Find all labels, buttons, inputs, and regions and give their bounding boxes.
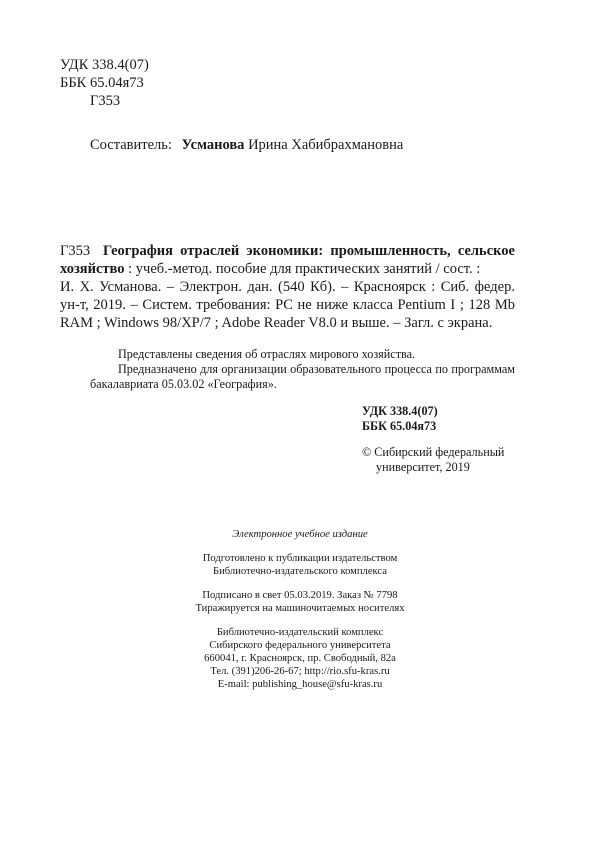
bib-line2 <box>60 260 515 278</box>
copyright-line2: университет, 2019 <box>376 460 470 474</box>
bbk-code: ББК 65.04я73 <box>60 75 144 91</box>
publisher-line2: Сибирского федерального университета <box>209 640 391 651</box>
compiler-label: Составитель: <box>90 137 172 153</box>
bib-title-line1: География отраслей экономики: промышленность, сельское <box>103 243 515 259</box>
email-line: E-mail: publishing_house@sfu-kras.ru <box>217 679 383 690</box>
bib-line2-rest: : учеб.-метод. пособие для практических занятий / сост. : <box>124 261 481 277</box>
bib-line5: RAM ; Windows 98/XP/7 ; Adobe Reader V8.0 и выше. – Загл. с экрана. <box>60 315 493 331</box>
compiler-surname: Усманова <box>181 137 245 153</box>
bib-line4: ун-т, 2019. – Систем. требования: PC не ниже класса Pentium I ; 128 Mb <box>60 297 515 313</box>
edition-type: Электронное учебное издание <box>232 529 368 540</box>
bbk-code-right: ББК 65.04я73 <box>362 419 437 433</box>
compiler-line <box>90 136 403 154</box>
replicated-line: Тиражируется на машиночитаемых носителях <box>195 603 405 614</box>
annotation-line3: бакалавриата 05.03.02 «География». <box>90 377 277 391</box>
address-line: 660041, г. Красноярск, пр. Свободный, 82а <box>204 653 396 664</box>
copyright-line1: © Сибирский федеральный <box>362 445 505 459</box>
udk-code-right: УДК 338.4(07) <box>362 404 438 418</box>
author-mark: Г353 <box>90 93 121 109</box>
publisher-line1: Библиотечно-издательский комплекс <box>216 627 384 638</box>
signed-line: Подписано в свет 05.03.2019. Заказ № 7798 <box>202 590 398 601</box>
annotation-line2: Предназначено для организации образовательного процесса по программам <box>118 362 515 376</box>
compiler-given-names: Ирина Хабибрахмановна <box>248 137 404 153</box>
prepared-line1: Подготовлено к публикации издательством <box>202 553 398 564</box>
phone-web-line: Тел. (391)206-26-67; http://rio.sfu-kras.ru <box>210 666 390 677</box>
annotation-line1: Представлены сведения об отраслях мирового хозяйства. <box>118 347 416 361</box>
bib-code: Г353 <box>60 243 91 259</box>
bib-line3: И. Х. Усманова. – Электрон. дан. (540 Кб). – Красноярск : Сиб. федер. <box>60 279 515 295</box>
prepared-line2: Библиотечно-издательского комплекса <box>213 566 387 577</box>
udk-code: УДК 338.4(07) <box>60 57 149 73</box>
bib-title-line2: хозяйство <box>60 261 125 277</box>
